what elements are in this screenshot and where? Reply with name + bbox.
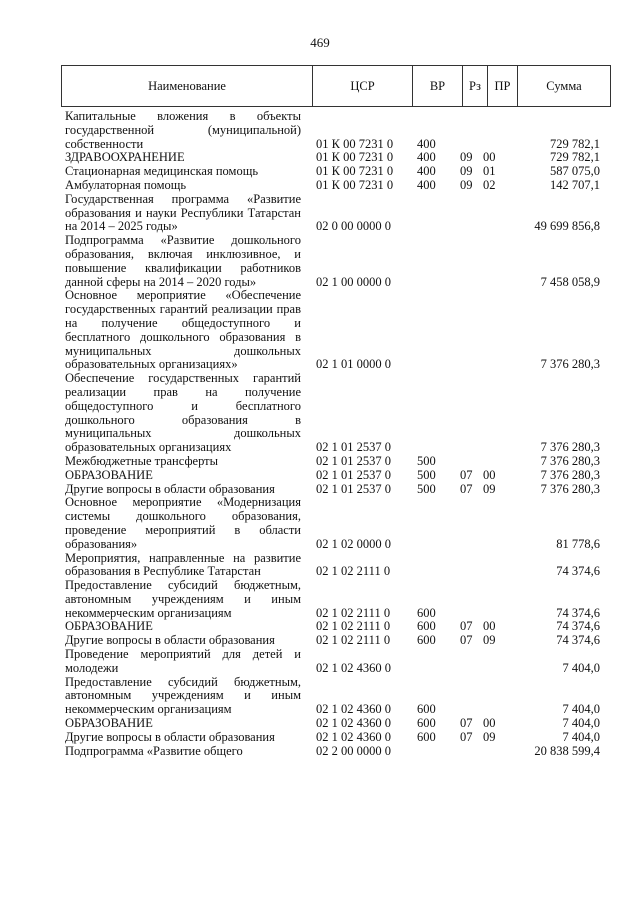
row-name: ОБРАЗОВАНИЕ: [65, 467, 153, 482]
row-pr: 09: [483, 481, 496, 496]
row-name: Другие вопросы в области образования: [65, 633, 275, 648]
header-name: Наименование: [148, 78, 226, 93]
row-csr: 01 К 00 7231 0: [316, 164, 394, 179]
row-name: Межбюджетные трансферты: [65, 453, 219, 468]
row-sum: 20 838 599,4: [534, 743, 600, 758]
row-vr: 400: [417, 136, 436, 151]
row-vr: 400: [417, 177, 436, 192]
row-sum: 81 778,6: [556, 536, 600, 551]
table-row: [65, 552, 611, 580]
header-sum: Сумма: [517, 66, 610, 106]
row-csr: 02 1 01 2537 0: [316, 481, 391, 496]
row-name: Предоставление субсидий бюджетным, автономным учреждениям и иным некоммерческим организациям: [65, 578, 301, 620]
row-name: Мероприятия, направленные на развитие образования в Республике Татарстан: [65, 550, 301, 579]
row-csr: 02 1 02 2111 0: [316, 605, 391, 620]
row-csr: 01 К 00 7231 0: [316, 177, 394, 192]
row-vr: 500: [417, 453, 436, 468]
row-rz: 09: [460, 150, 473, 165]
table-row: [65, 483, 611, 497]
row-name: Подпрограмма «Развитие общего: [65, 743, 243, 758]
row-rz: 07: [460, 729, 473, 744]
row-sum: 74 374,6: [556, 605, 600, 620]
table-row: [65, 745, 611, 759]
row-vr: 400: [417, 164, 436, 179]
row-name: ОБРАЗОВАНИЕ: [65, 619, 153, 634]
row-sum: 7 376 280,3: [540, 481, 600, 496]
row-name: Основное мероприятие «Обеспечение государственных гарантий реализации прав на получение общедоступного и бесплатного дошкольного образования в муниципальных дошкольных образовательных организациях»: [65, 288, 301, 372]
row-sum: 587 075,0: [550, 164, 600, 179]
row-csr: 01 К 00 7231 0: [316, 150, 394, 165]
row-rz: 07: [460, 481, 473, 496]
row-pr: 00: [483, 150, 496, 165]
row-rz: 09: [460, 177, 473, 192]
row-sum: 49 699 856,8: [534, 219, 600, 234]
row-sum: 7 376 280,3: [540, 440, 600, 455]
row-sum: 7 404,0: [562, 729, 600, 744]
row-name: Государственная программа «Развитие образования и науки Республики Татарстан на 2014 – 2025 годы»: [65, 191, 301, 234]
row-pr: 00: [483, 716, 496, 731]
row-name: Другие вопросы в области образования: [65, 729, 275, 744]
table-row: [65, 193, 611, 234]
row-sum: 729 782,1: [550, 136, 600, 151]
row-csr: 02 1 02 4360 0: [316, 702, 391, 717]
row-csr: 02 1 02 4360 0: [316, 660, 391, 675]
row-name: Амбулаторная помощь: [65, 177, 187, 192]
row-csr: 02 1 02 4360 0: [316, 716, 391, 731]
table-header: [61, 65, 611, 107]
row-rz: 07: [460, 619, 473, 634]
row-name: ОБРАЗОВАНИЕ: [65, 716, 153, 731]
row-vr: 600: [417, 633, 436, 648]
row-vr: 500: [417, 481, 436, 496]
table-row: [65, 110, 611, 151]
table-row: [65, 372, 611, 455]
row-name: Обеспечение государственных гарантий реализации прав на получение общедоступного и бесплатного дошкольного образования в муниципальных дошкольных образовательных организациях: [65, 371, 301, 455]
row-rz: 07: [460, 633, 473, 648]
table-row: [65, 455, 611, 469]
row-csr: 02 1 02 0000 0: [316, 536, 391, 551]
row-csr: 02 1 02 4360 0: [316, 729, 391, 744]
page-number: 469: [310, 35, 330, 50]
row-pr: 01: [483, 164, 496, 179]
row-csr: 02 1 01 2537 0: [316, 440, 391, 455]
row-csr: 02 1 02 2111 0: [316, 633, 391, 648]
row-rz: 07: [460, 467, 473, 482]
table-row: [65, 151, 611, 165]
table-row: [65, 731, 611, 745]
row-vr: 500: [417, 467, 436, 482]
row-sum: 7 458 058,9: [540, 274, 600, 289]
row-sum: 142 707,1: [550, 177, 600, 192]
row-sum: 74 374,6: [556, 564, 600, 579]
table-row: [65, 179, 611, 193]
row-vr: 600: [417, 702, 436, 717]
table-row: [65, 234, 611, 289]
row-sum: 7 404,0: [562, 702, 600, 717]
row-vr: 400: [417, 150, 436, 165]
table-row: [65, 496, 611, 551]
row-vr: 600: [417, 619, 436, 634]
table-row: [65, 165, 611, 179]
table-row: [65, 620, 611, 634]
row-sum: 74 374,6: [556, 619, 600, 634]
row-pr: 09: [483, 633, 496, 648]
table-row: [65, 648, 611, 676]
table-row: [65, 579, 611, 620]
table-row: [65, 289, 611, 372]
row-sum: 74 374,6: [556, 633, 600, 648]
row-csr: 02 1 02 2111 0: [316, 564, 391, 579]
table-row: [65, 717, 611, 731]
row-name: Основное мероприятие «Модернизация системы дошкольного образования, проведение мероприятий в области образования»: [65, 495, 301, 551]
row-sum: 7 404,0: [562, 660, 600, 675]
row-name: ЗДРАВООХРАНЕНИЕ: [65, 150, 185, 165]
row-sum: 7 376 280,3: [540, 357, 600, 372]
row-name: Подпрограмма «Развитие дошкольного образования, включая инклюзивное, и повышение квалификации работников данной сферы на 2014 – 2020 годы»: [65, 233, 301, 289]
row-csr: 02 1 01 0000 0: [316, 357, 391, 372]
row-name: Капитальные вложения в объекты государственной (муниципальной) собственности: [65, 109, 301, 151]
row-pr: 02: [483, 177, 496, 192]
table-row: [65, 634, 611, 648]
row-pr: 00: [483, 467, 496, 482]
row-vr: 600: [417, 716, 436, 731]
header-pr: ПР: [487, 66, 517, 106]
row-vr: 600: [417, 605, 436, 620]
row-name: Стационарная медицинская помощь: [65, 164, 259, 179]
row-csr: 02 2 00 0000 0: [316, 743, 391, 758]
row-pr: 00: [483, 619, 496, 634]
row-rz: 09: [460, 164, 473, 179]
row-rz: 07: [460, 716, 473, 731]
row-csr: 02 1 00 0000 0: [316, 274, 391, 289]
row-pr: 09: [483, 729, 496, 744]
row-csr: 01 К 00 7231 0: [316, 136, 394, 151]
row-csr: 02 1 01 2537 0: [316, 453, 391, 468]
row-sum: 7 376 280,3: [540, 453, 600, 468]
header-csr: ЦСР: [312, 66, 412, 106]
row-vr: 600: [417, 729, 436, 744]
table-row: [65, 469, 611, 483]
header-vr: ВР: [412, 66, 462, 106]
row-csr: 02 0 00 0000 0: [316, 219, 391, 234]
row-sum: 7 376 280,3: [540, 467, 600, 482]
table-row: [65, 676, 611, 717]
row-sum: 729 782,1: [550, 150, 600, 165]
table-body: [65, 110, 611, 758]
row-csr: 02 1 02 2111 0: [316, 619, 391, 634]
row-csr: 02 1 01 2537 0: [316, 467, 391, 482]
header-rz: Рз: [462, 66, 487, 106]
row-name: Проведение мероприятий для детей и молодежи: [65, 647, 301, 675]
row-sum: 7 404,0: [562, 716, 600, 731]
row-name: Другие вопросы в области образования: [65, 481, 275, 496]
row-name: Предоставление субсидий бюджетным, автономным учреждениям и иным некоммерческим организациям: [65, 674, 301, 717]
